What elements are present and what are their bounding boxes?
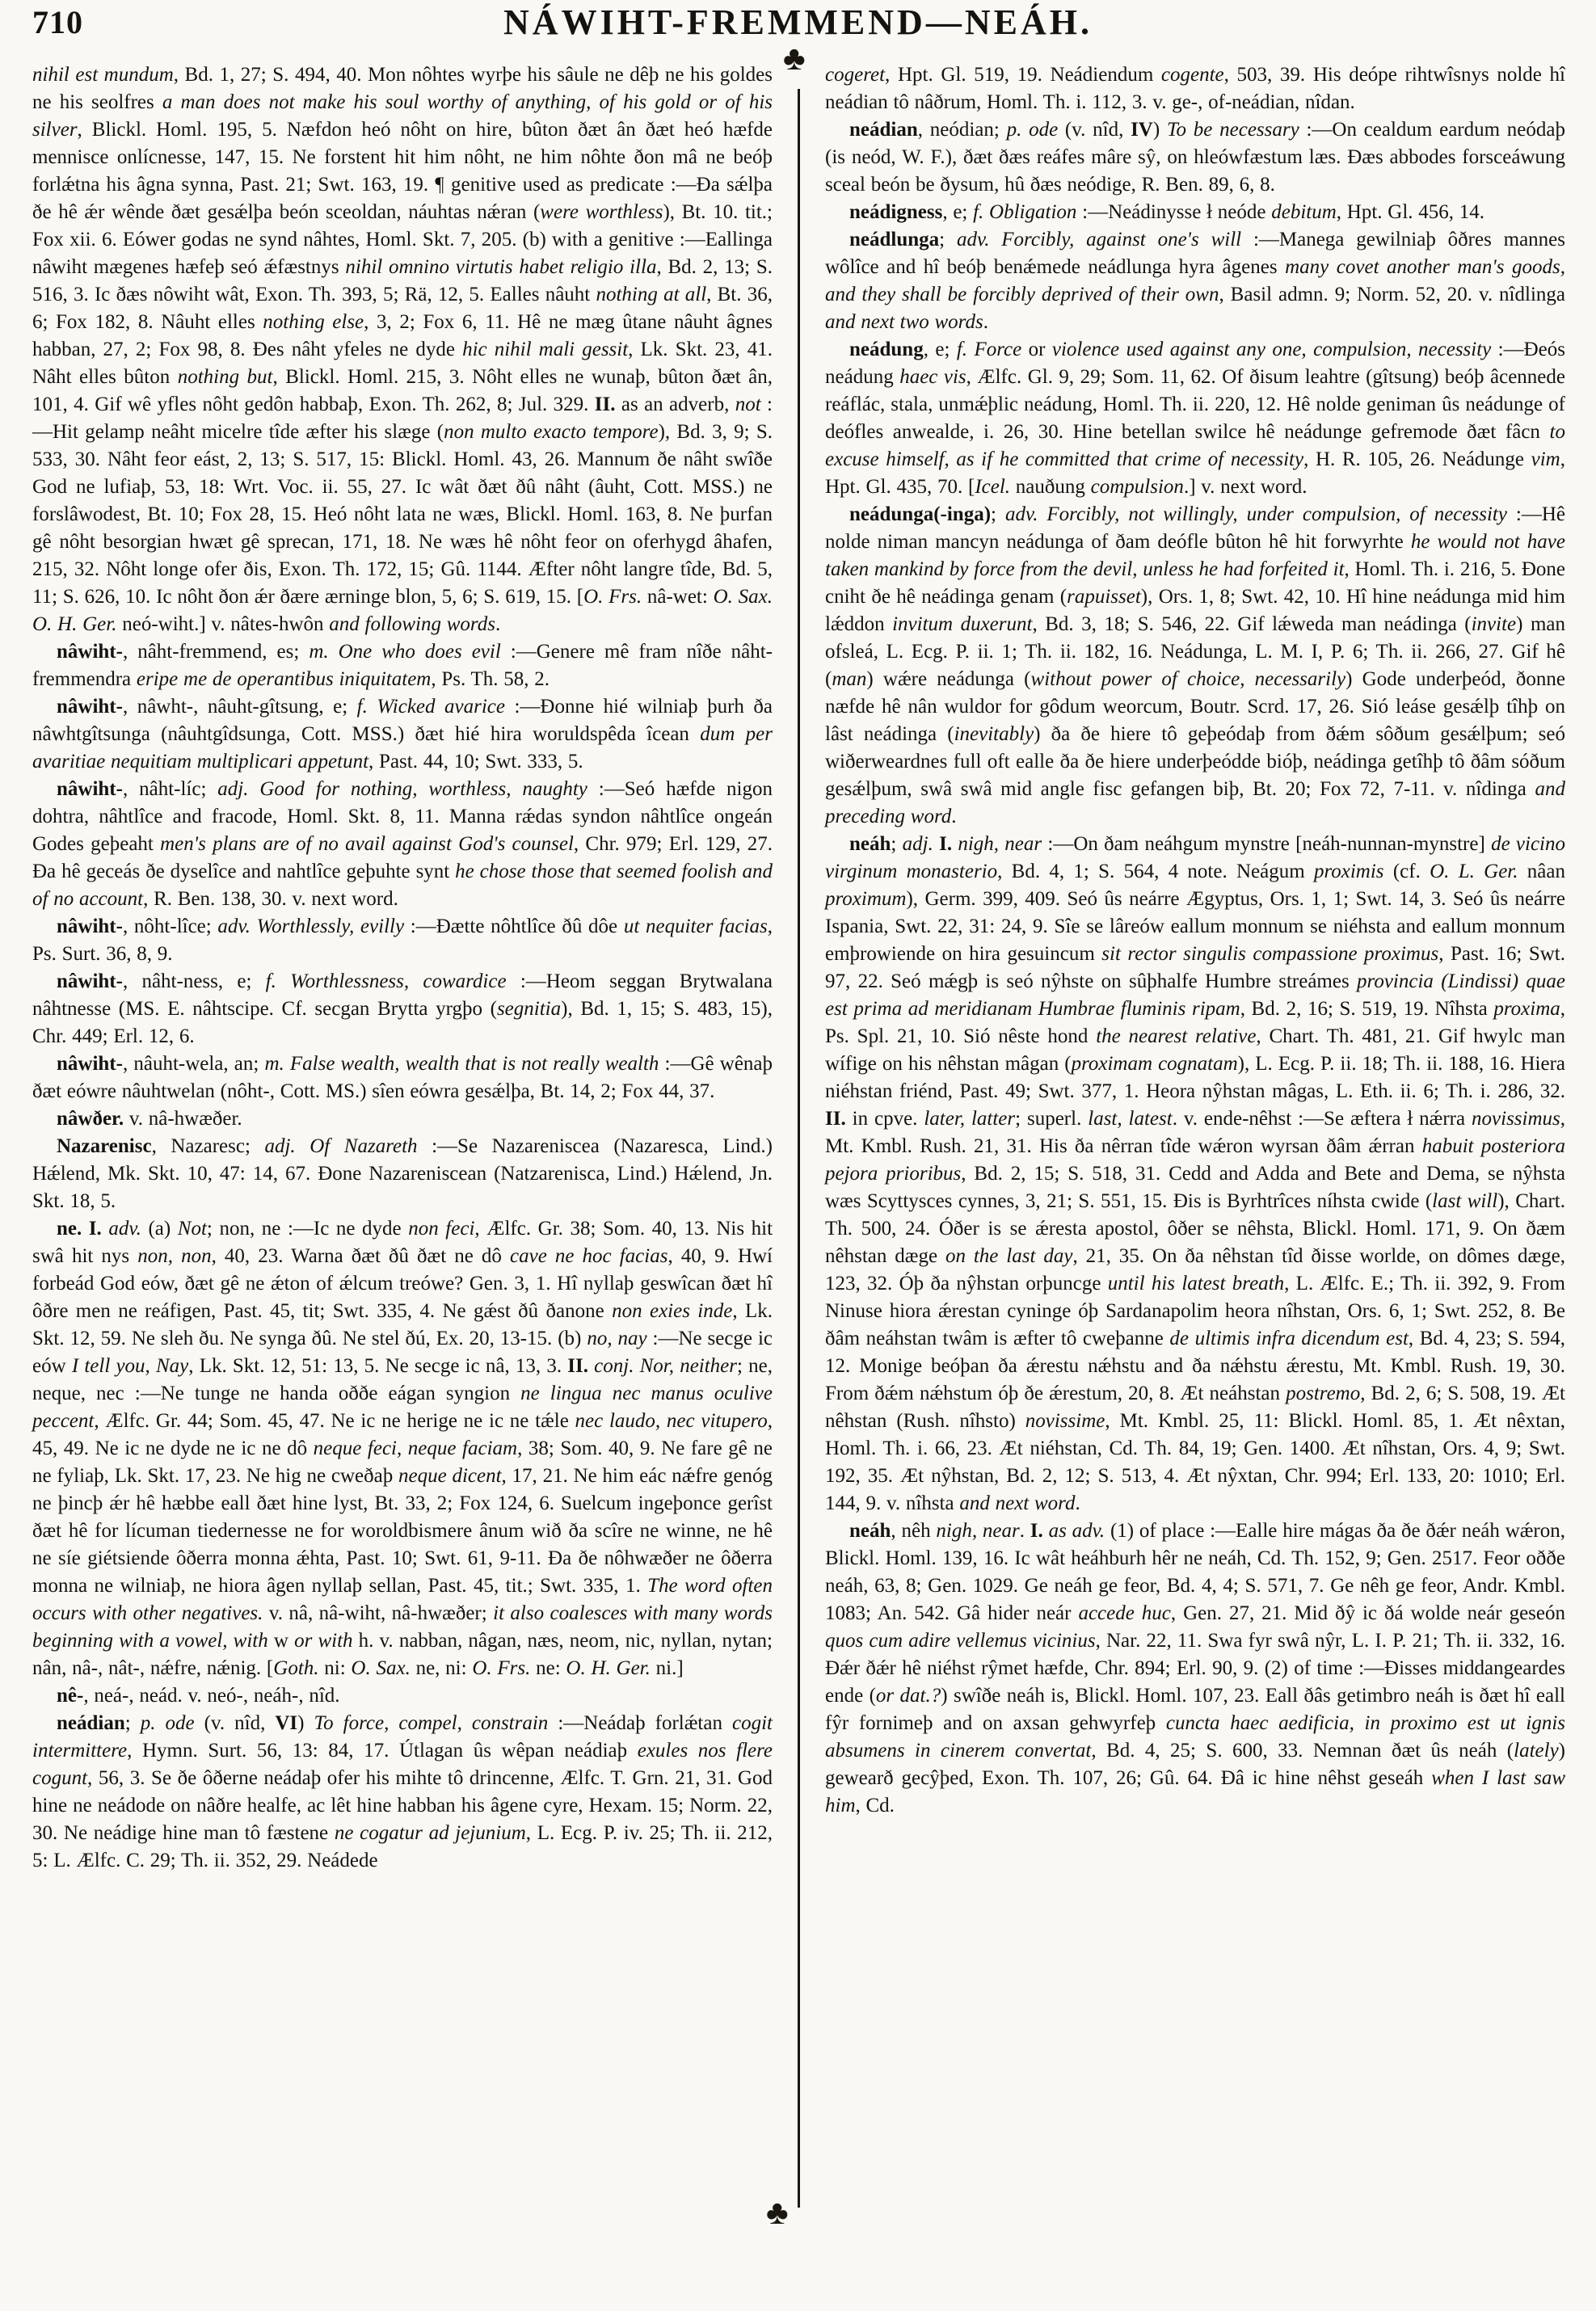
entry-text: last will bbox=[1432, 1190, 1498, 1212]
entry-text: ; bbox=[991, 503, 1005, 525]
entry-text: segnitia bbox=[496, 998, 562, 1020]
entry-text: , nâht-ness, e; bbox=[122, 970, 266, 992]
entry-text: , Nar. 22, 11. Swa fyr swâ nŷr, L. I. P. 21; Th. ii. 332, 16. Ðǽr ðǽr hê niéhst rŷmet hæfde, Chr. 894; Erl. 90, 9. (2) of time :—Ðisses middangeardes ende ( bbox=[825, 1630, 1565, 1707]
entry-headword: neádlunga bbox=[849, 229, 940, 250]
entry-text: Goth. bbox=[273, 1657, 319, 1679]
entry-text: , e; bbox=[923, 339, 957, 360]
entry-headword: neádigness bbox=[849, 201, 943, 223]
entry-text: , Ps. Th. 58, 2. bbox=[431, 668, 550, 690]
entry-text: :—Seó hæfde nigon dohtra, nâhtlîce and fracode, Homl. Skt. 8, 11. Manna rǽdas syndon nâhtlîce ongeán Godes geþeaht bbox=[32, 778, 773, 855]
entry-text: .] v. next word. bbox=[1183, 476, 1308, 498]
entry-text: I tell you, Nay bbox=[71, 1355, 189, 1377]
entry-text: eripe me de operantibus iniquitatem bbox=[136, 668, 432, 690]
entry-text: adv. bbox=[108, 1218, 141, 1240]
entry-text: :—Heom seggan Brytwalana nâhtnesse (MS. E. nâhtscipe. Cf. secgan Brytta yrgþo ( bbox=[32, 970, 773, 1020]
trefoil-ornament-bottom-icon: ♣ bbox=[766, 2195, 789, 2232]
entry-text: (cf. bbox=[1383, 861, 1430, 882]
entry-text bbox=[933, 833, 939, 855]
entry-text: inevitably bbox=[954, 723, 1034, 745]
entry-text: :—Hit gelamp neâht micelre tîde æfter his slæge ( bbox=[32, 394, 773, 443]
entry-text: violence used against any one, compulsion, necessity bbox=[1051, 339, 1492, 360]
dictionary-entry bbox=[825, 336, 1565, 501]
entry-text: :—Neádinysse ł neóde bbox=[1076, 201, 1272, 223]
entry-text: last, latest bbox=[1088, 1108, 1173, 1130]
entry-headword: neádian bbox=[849, 119, 918, 141]
entry-text: ; ne, neque, nec :—Ne tunge ne handa oððe eágan syngion bbox=[32, 1355, 773, 1404]
entry-text: (v. nîd, bbox=[1058, 119, 1131, 141]
entry-headword: nâwiht- bbox=[57, 778, 123, 800]
entry-text: many covet another man's goods, and they shall be forcibly deprived of their own bbox=[825, 256, 1565, 305]
entry-text: , H. R. 105, 26. Neádunge bbox=[1303, 448, 1531, 470]
entry-text: ), Chart. Th. 500, 24. Óðer is se ǽresta apostol, ôðer se nêhsta, Blickl. Homl. 171, 9. On ðæm nêhstan dæge bbox=[825, 1190, 1565, 1267]
entry-headword: neádung bbox=[849, 339, 924, 360]
entry-text: , L. Ecg. P. iv. 25; Th. ii. 212, 5: L. Ælfc. C. 29; Th. ii. 352, 29. Neádede bbox=[32, 1822, 773, 1871]
entry-text: without power of choice, necessarily bbox=[1030, 668, 1346, 690]
entry-text: , Bd. 4, 25; S. 600, 33. Nemnan ðæt ûs neáh ( bbox=[1091, 1740, 1514, 1762]
entry-text: ), Bd. 3, 9; S. 533, 30. Nâht feor eást, 2, 13; S. 517, 15: Blickl. Homl. 43, 26. Mannum ðe nâht swîðe God ne lufiaþ, 53, 18: Wrt. Voc. ii. 55, 27. Ic wât ðæt ðû nâht (âuht, Cott. MSS.) ne forslâwodest, Bt. 10; Fox 28, 15. Heó nôht lata ne wæs, Blickl. Homl. 163, 8. Ne þurfan gê nôht besorgian hwæt gê sprecan, 171, 18. Ne wæs hê nôht feor on oferhygd âhafen, 215, 32. Nôht longe ofer ðis, Exon. Th. 172, 15; Gû. 1144. Æfter nôht langre tîde, Bd. 5, 11; S. 626, 10. Ic nôht ðon ǽr ðære ærninge blon, 5, 6; S. 619, 15. [ bbox=[32, 421, 773, 608]
entry-text: ne: bbox=[530, 1657, 566, 1679]
entry-text: , Blickl. Homl. 215, 3. Nôht elles ne wunaþ, bûton ðæt ân, 101, 4. Gif wê yfles nôht gedôn habbaþ, Exon. Th. 262, 8; Jul. 329. bbox=[32, 366, 773, 415]
entry-text: , Bd. 2, 13; S. 516, 3. Ic ðæs nôwiht wât, Exon. Th. 393, 5; Rä, 12, 5. Ealles nâuht bbox=[32, 256, 773, 305]
entry-text: , Ælfc. Gr. 44; Som. 45, 47. Ne ic ne herige ne ic ne tǽle bbox=[94, 1410, 575, 1432]
dictionary-entry bbox=[32, 1682, 773, 1710]
entry-text: :—On ðam neáhgum mynstre [neáh-nunnan-mynstre] bbox=[1042, 833, 1492, 855]
entry-text: ni.] bbox=[650, 1657, 684, 1679]
entry-text: and following words bbox=[329, 613, 495, 635]
entry-text: . v. ende-nêhst :—Se æftera ł nǽrra bbox=[1172, 1108, 1472, 1130]
entry-text: adj. Of Nazareth bbox=[264, 1135, 418, 1157]
entry-text: as adv. bbox=[1048, 1520, 1105, 1542]
entry-text: , Bt. 36, 6; Fox 182, 8. Nâuht elles bbox=[32, 284, 773, 333]
entry-text: h. v. nabban, nâgan, næs, neom, nic, nyllan, nytan; nân, nâ-, nât-, nǽfre, nǽnig. [ bbox=[32, 1630, 773, 1679]
entry-text: nothing but bbox=[177, 366, 273, 388]
entry-text: ) man ofsleá, L. Ecg. P. ii. 1; Th. ii. 182, 16. Neádunga, L. M. I, P. 6; Th. ii. 266, 27. Gif hê ( bbox=[825, 613, 1565, 690]
entry-text: habuit posteriora pejora prioribus bbox=[825, 1135, 1565, 1185]
entry-text: no, nay bbox=[587, 1328, 647, 1349]
entry-text: , nêh bbox=[891, 1520, 937, 1542]
entry-text: neó-wiht.] v. nâtes-hwôn bbox=[116, 613, 330, 635]
entry-text: , Lk. Skt. 12, 51: 13, 5. Ne secge ic nâ, 13, 3. bbox=[188, 1355, 568, 1377]
entry-text: ut nequiter facias bbox=[623, 916, 768, 937]
entry-headword: nê- bbox=[57, 1685, 84, 1707]
entry-text: , Past. 16; Swt. 97, 22. Seó mǽgþ is seó nŷhste on sûþhalfe Humbre streámes bbox=[825, 943, 1565, 992]
entry-text: O. L. Ger. bbox=[1430, 861, 1518, 882]
entry-text: were worthless bbox=[540, 201, 663, 223]
entry-text: , Ælfc. Gl. 9, 29; Som. 11, 62. Of ðisum leahtre (gîtsung) beóþ âcennede reáflác, stala, unmǽþlic neádung, Homl. Th. ii. 220, 12. Hê nolde geniman ûs neádunge of deófles anwealde, i. 26, 30. Hine betellan swilce hê neádunge gefremode ðæt fâcn bbox=[825, 366, 1565, 443]
entry-text: :—Ðeós neádung bbox=[825, 339, 1566, 388]
entry-text: v. nâ, nâ-wiht, nâ-hwæðer; bbox=[263, 1602, 494, 1624]
entry-text: nothing else bbox=[263, 311, 364, 333]
entry-text: debitum bbox=[1271, 201, 1337, 223]
page-number: 710 bbox=[32, 4, 83, 40]
entry-text: , nâht-líc; bbox=[122, 778, 218, 800]
entry-text: , R. Ben. 138, 30. v. next word. bbox=[143, 888, 398, 910]
entry-text: :—Se Nazareniscea (Nazaresca, Lind.) Hǽlend, Mk. Skt. 10, 47: 14, 67. Ðone Nazareniscean (Natzarenisca, Lind.) Hǽlend, Jn. Skt. 18, 5. bbox=[32, 1135, 773, 1212]
entry-text: ne, ni: bbox=[410, 1657, 473, 1679]
entry-text: nihil omnino virtutis habet religio illa bbox=[345, 256, 657, 278]
entry-text: , Chart. Th. 481, 21. Gif hwylc man wífige on his nêhstan mâgan ( bbox=[825, 1025, 1565, 1075]
entry-text: , L. Ælfc. E.; Th. ii. 392, 9. From Ninuse hiora ǽrestan cyninge óþ Sardanapolim heora nîhstan, Ors. 6, 1; Swt. 252, 8. Be ðâm neáhstan twâm is æfter tô cweþanne bbox=[825, 1273, 1565, 1349]
entry-text: cogit intermittere bbox=[32, 1712, 773, 1762]
entry-text: ; bbox=[891, 833, 903, 855]
entry-text: cave ne hoc facias bbox=[510, 1245, 668, 1267]
entry-text: (1) of place :—Ealle hire mágas ða ðe ðǽr neáh wǽron, Blickl. Homl. 139, 16. Ic wât heáhburh hêr ne neáh, Cd. Th. 152, 9; Gen. 2517. Feor oððe neáh, 63, 8; Gen. 1029. Ge neáh ge feor, Bd. 4, 4; S. 571, 7. Ge nêh ge feor, Andr. Kmbl. 1083; An. 542. Gâ hider neár bbox=[825, 1520, 1566, 1624]
entry-text: nauðung bbox=[1010, 476, 1091, 498]
entry-text: nigh, near bbox=[936, 1520, 1020, 1542]
entry-text: neque feci, neque faciam bbox=[313, 1438, 518, 1459]
entry-text: ), Bd. 1, 15; S. 483, 15), Chr. 449; Erl. 12, 6. bbox=[32, 998, 773, 1047]
entry-text: , 40, 23. Warna ðæt ðû ðæt ne dô bbox=[211, 1245, 511, 1267]
entry-text: invite bbox=[1471, 613, 1517, 635]
entry-text: , nâht-fremmend, es; bbox=[122, 641, 310, 663]
entry-text: postremo bbox=[1286, 1383, 1361, 1404]
entry-text: :—Genere mê fram nîðe nâht-fremmendra bbox=[32, 641, 773, 690]
entry-text: and next word bbox=[959, 1492, 1076, 1514]
entry-text: O. Sax. bbox=[351, 1657, 411, 1679]
entry-text: , 21, 35. On ða nêhstan tîd ðisse worlde, on dômes dæge, 123, 32. Óþ ða nŷhstan orþuncge bbox=[825, 1245, 1566, 1294]
entry-text: f. Wicked avarice bbox=[356, 696, 505, 718]
entry-text: nâan bbox=[1518, 861, 1565, 882]
entry-text: Icel. bbox=[975, 476, 1011, 498]
entry-text: , Lk. Skt. 12, 59. Ne sleh ðu. Ne synga ðû. Ne stel ðú, Ex. 20, 13-15. (b) bbox=[32, 1300, 773, 1349]
entry-text: conj. Nor, neither bbox=[594, 1355, 738, 1377]
entry-text: cogeret bbox=[825, 64, 886, 86]
entry-text: , Ælfc. Gr. 38; Som. 40, 13. Nis hit swâ hit nys bbox=[32, 1218, 773, 1267]
entry-text: , Blickl. Homl. 195, 5. Næfdon heó nôht on hire, bûton ðæt ân ðæt heó hæfde mennisce onlícnesse, 147, 15. Ne forstent hit him nôht, ne him nôhte ðon mâ ne beóþ forlǽtna his âgna synna, Past. 21; Swt. 163, 19. ¶ genitive used as predicate :—Ða sǽlþa ðe hê ǽr wênde ðæt gesǽlþa beón sceoldan, náuhtas nǽran ( bbox=[32, 119, 773, 223]
dictionary-entry bbox=[825, 116, 1565, 199]
entry-text: proximam cognatam bbox=[1071, 1053, 1238, 1075]
entry-text: proximum bbox=[825, 888, 907, 910]
entry-text: ne lingua nec manus oculive peccent bbox=[32, 1383, 773, 1432]
trefoil-ornament-top-icon: ♣ bbox=[783, 40, 806, 78]
entry-text: , Chr. 979; Erl. 129, 27. Ða hê geceás ðe dyselîce and nahtlîce geþuhte synt bbox=[32, 833, 773, 882]
entry-text: :—Ðonne hié wilniaþ þurh ða nâwhtgîtsunga (nâuhtgîdsunga, Cott. MSS.) ðæt hié hira woruldspêda îcean bbox=[32, 696, 773, 745]
entry-text: it also coalesces with many words beginning with a vowel, with bbox=[32, 1602, 773, 1652]
entry-text: when I last saw him bbox=[825, 1767, 1565, 1816]
entry-text: to excuse himself, as if he committed that crime of necessity bbox=[825, 421, 1565, 470]
entry-text: or dat.? bbox=[875, 1685, 941, 1707]
dictionary-entry bbox=[825, 831, 1565, 1518]
entry-text: , 45, 49. Ne ic ne dyde ne ic ne dô bbox=[32, 1410, 773, 1459]
entry-text: provincia (Lindissi) quae est prima ad meridianam Humbrae fluminis ripam bbox=[825, 970, 1565, 1020]
dictionary-entry bbox=[825, 226, 1565, 336]
entry-text: novissime bbox=[1025, 1410, 1105, 1432]
entry-text: de ultimis infra dicendum est bbox=[1169, 1328, 1409, 1349]
entry-text: m. False wealth, wealth that is not really wealth bbox=[264, 1053, 659, 1075]
entry-text: dum per avaritiae nequitiam multiplicari appetunt bbox=[32, 723, 773, 772]
entry-text: ) swîðe neáh is, Blickl. Homl. 107, 23. Eall ðâs getimbro neáh is ðæt hî eall fŷr fornimeþ and on axsan gehwyrfeþ bbox=[825, 1685, 1565, 1734]
entry-text: , 503, 39. His deópe rihtwîsnys nolde hî neádian tô nâðrum, Homl. Th. i. 112, 3. v. ge-, of-neádian, nîdan. bbox=[825, 64, 1565, 113]
entry-text: :—Gê wênaþ ðæt eówre nâuhtwelan (nôht-, Cott. MS.) sîen eówra gesǽlþa, Bt. 14, 2; Fox 44, 37. bbox=[32, 1053, 773, 1102]
entry-text: cogente bbox=[1160, 64, 1224, 86]
entry-headword: neáh bbox=[849, 1520, 891, 1542]
entry-text: non, non bbox=[137, 1245, 212, 1267]
entry-text: v. nâ-hwæðer. bbox=[124, 1108, 242, 1130]
entry-text: not bbox=[735, 394, 761, 415]
entry-text: , Ps. Spl. 21, 10. Sió nêste hond bbox=[825, 998, 1566, 1047]
entry-text: w bbox=[267, 1630, 295, 1652]
entry-text: To force, compel, constrain bbox=[314, 1712, 549, 1734]
entry-text: , Bd. 4, 1; S. 564, 4 note. Neágum bbox=[997, 861, 1314, 882]
entry-headword: I. bbox=[88, 1218, 102, 1240]
entry-text: ), Bt. 10. tit.; Fox xii. 6. Eówer godas ne synd nâhtes, Homl. Skt. 7, 205. (b) with a genitive :—Eallinga nâwiht mægenes hæfeþ seó ǽfæstnys bbox=[32, 201, 773, 278]
entry-text: . bbox=[495, 613, 501, 635]
entry-text: nâ-wet: bbox=[642, 586, 714, 608]
entry-text: , Bd. 4, 23; S. 594, 12. Monige beóþan ða ǽrestu nǽhstu and ða nǽhstu ǽrestu, Mt. Kmbl. Rush. 19, 30. From ðǽm nǽhstum óþ ðe ǽrestum, 20, 8. Æt neáhstan bbox=[825, 1328, 1565, 1404]
entry-text: O. Frs. bbox=[583, 586, 642, 608]
entry-text: and next two words bbox=[825, 311, 983, 333]
entry-headword: II. bbox=[825, 1108, 846, 1130]
entry-text: later, latter bbox=[924, 1108, 1016, 1130]
entry-text: , Bd. 3, 18; S. 546, 22. Gif lǽweda man neádinga ( bbox=[1032, 613, 1472, 635]
entry-text: or with bbox=[294, 1630, 353, 1652]
entry-text: . bbox=[1019, 1520, 1030, 1542]
entry-text: non feci bbox=[408, 1218, 475, 1240]
entry-text: ni: bbox=[318, 1657, 352, 1679]
entry-text: m. One who does evil bbox=[309, 641, 501, 663]
entry-text: :—Neádaþ forlǽtan bbox=[548, 1712, 732, 1734]
entry-text: O. H. Ger. bbox=[566, 1657, 651, 1679]
entry-text: , Bd. 2, 6; S. 508, 19. Æt nêhstan (Rush. nîhsto) bbox=[825, 1383, 1565, 1432]
entry-text: :—Ðætte nôhtlîce ðû dôe bbox=[404, 916, 624, 937]
entry-text: , Ps. Surt. 36, 8, 9. bbox=[32, 916, 773, 965]
dictionary-entry bbox=[32, 61, 773, 638]
dictionary-entry bbox=[32, 638, 773, 693]
dictionary-entry bbox=[825, 1518, 1565, 1820]
entry-text: , 40, 9. Hwí forbeád God eów, ðæt gê ne ǽton of ǽlcum treówe? Gen. 3, 1. Hî nyllaþ geswîcan ðæt hî ôðre men ne reáfigen, Past. 45, tit; Swt. 335, 4. Ne gǽst ðû ðanone bbox=[32, 1245, 773, 1322]
entry-text: adv. Worthlessly, evilly bbox=[217, 916, 405, 937]
entry-headword: II. bbox=[567, 1355, 588, 1377]
entry-text: the nearest relative bbox=[1096, 1025, 1257, 1047]
entry-text: :—On cealdum eardum neódaþ (is neód, W. F.), ðæt ðæs reáfes mâre sŷ, on hleówfæstum læs. Ðæs abbodes forsceáwung sceal beón be ðysum, hû ðæs neódige, R. Ben. 89, 6, 8. bbox=[825, 119, 1566, 196]
entry-text: a man does not make his soul worthy of anything, of his gold or of his silver bbox=[32, 91, 773, 141]
entry-text: ) wǽre neádunga ( bbox=[866, 668, 1031, 690]
entry-text: ), Germ. 399, 409. Seó ûs neárre Ægyptus, Ors. 1, 1; Swt. 14, 3. Seó ûs neárre Ispania, Swt. 22, 31: 24, 9. Sîe se lâreów eallum monnum se niéhsta and eallum monnum emþrowiende on hira gesuincum bbox=[825, 888, 1565, 965]
dictionary-entry bbox=[32, 1133, 773, 1215]
entry-text: , Hpt. Gl. 435, 70. [ bbox=[825, 448, 1565, 498]
entry-text: proxima bbox=[1493, 998, 1560, 1020]
entry-text: ; non, ne :—Ic ne dyde bbox=[206, 1218, 409, 1240]
dictionary-entry bbox=[32, 1710, 773, 1875]
entry-text: non multo exacto tempore bbox=[444, 421, 659, 443]
entry-text: compulsion bbox=[1090, 476, 1184, 498]
dictionary-entry bbox=[32, 968, 773, 1050]
entry-text: cuncta haec aedificia, in proximo est ut ignis absumens in cinerem convertat bbox=[825, 1712, 1565, 1762]
entry-text: non exies inde bbox=[612, 1300, 733, 1322]
entry-text: , Basil admn. 9; Norm. 52, 20. v. nîdlinga bbox=[1219, 284, 1565, 305]
entry-text: until his latest breath bbox=[1107, 1273, 1285, 1294]
entry-headword: neáh bbox=[849, 833, 891, 855]
entry-headword: II. bbox=[594, 394, 616, 415]
entry-text: ), L. Ecg. P. ii. 18; Th. ii. 188, 16. Hiera niéhstan friénd, Past. 49; Swt. 377, 1. Heora nŷhstan mâgas, L. Eth. ii. 6; Th. i. 286, 32. bbox=[825, 1053, 1565, 1102]
entry-text: , 38; Som. 40, 9. Ne fare gê ne ne fyliaþ, Lk. Skt. 17, 23. Ne hig ne cweðaþ bbox=[32, 1438, 773, 1487]
dictionary-entry bbox=[32, 1105, 773, 1133]
entry-text: , Homl. Th. i. 216, 5. Ðone cniht ðe hê neádinga genam ( bbox=[825, 558, 1565, 608]
entry-text: The word often occurs with other negatives. bbox=[32, 1575, 773, 1624]
entry-text: and preceding word bbox=[825, 778, 1565, 827]
entry-text: proximis bbox=[1313, 861, 1384, 882]
entry-text: he chose those that seemed foolish and of no account bbox=[32, 861, 773, 910]
entry-text: :—Hê nolde niman mancyn neádunga of ðam deófle bûton hê hit forwyrhte bbox=[825, 503, 1565, 553]
entry-headword: neádian bbox=[57, 1712, 125, 1734]
entry-text: f. Obligation bbox=[973, 201, 1077, 223]
column-right bbox=[825, 61, 1565, 1820]
entry-headword: Nazarenisc bbox=[57, 1135, 152, 1157]
entry-text: , neá-, neád. v. neó-, neáh-, nîd. bbox=[83, 1685, 340, 1707]
entry-text: , Hymn. Surt. 56, 13: 84, 17. Útlagan ûs wêpan neádiaþ bbox=[127, 1740, 638, 1762]
entry-text: , Bd. 2, 16; S. 519, 19. Nîhsta bbox=[1240, 998, 1494, 1020]
entry-text: (v. nîd, bbox=[194, 1712, 276, 1734]
entry-headword: neádunga(-inga) bbox=[849, 503, 992, 525]
entry-text: O. Sax. O. H. Ger. bbox=[32, 586, 773, 635]
entry-text: man bbox=[832, 668, 867, 690]
entry-text: sit rector singulis compassione proximus bbox=[1101, 943, 1439, 965]
entry-text: or bbox=[1021, 339, 1052, 360]
entry-text: ; superl. bbox=[1015, 1108, 1089, 1130]
entry-text: de vicino virginum monasterio bbox=[825, 833, 1566, 882]
entry-text: adv. Forcibly, against one's will bbox=[956, 229, 1242, 250]
entry-text: Not bbox=[177, 1218, 207, 1240]
dictionary-entry bbox=[825, 501, 1565, 831]
entry-headword: IV bbox=[1131, 119, 1153, 141]
entry-headword: VI bbox=[275, 1712, 298, 1734]
entry-text: novissimus bbox=[1472, 1108, 1560, 1130]
entry-text: quos cum adire vellemus vicinius bbox=[825, 1630, 1096, 1652]
entry-text: ) bbox=[1152, 119, 1167, 141]
entry-text: he would not have taken mankind by force from the devil, unless he had forfeited it bbox=[825, 531, 1566, 580]
entry-text: , Past. 44, 10; Swt. 333, 5. bbox=[368, 751, 583, 772]
dictionary-entry bbox=[825, 61, 1565, 116]
entry-headword: nâwiht- bbox=[57, 916, 123, 937]
entry-headword: nâwiht- bbox=[57, 970, 123, 992]
entry-text: , Lk. Skt. 23, 41. Nâht elles bûton bbox=[32, 339, 773, 388]
entry-text: ) bbox=[297, 1712, 314, 1734]
entry-text: :—Manega gewilniaþ ôðres mannes wôlîce and hî beóþ benǽmede neádlunga hyra âgenes bbox=[825, 229, 1565, 278]
entry-text: , nâuht-wela, an; bbox=[122, 1053, 265, 1075]
entry-text: f. Force bbox=[956, 339, 1022, 360]
entry-headword: nâwðer. bbox=[57, 1108, 124, 1130]
dictionary-entry bbox=[32, 693, 773, 776]
entry-text: men's plans are of no avail against God's counsel bbox=[160, 833, 574, 855]
entry-text: accede huc bbox=[1078, 1602, 1171, 1624]
entry-text: neque dicent bbox=[398, 1465, 502, 1487]
entry-text: , 17, 21. Ne him eác nǽfre genóg ne þincþ ǽr hê hæbbe eall ðæt hine lyst, Bt. 33, 2; Fox 124, 6. Suelcum ingeþonce gerîst ðæt hê for lícuman tiedernesse ne for woroldbismere ânum wið ða scîre ne winne, ne hê ne síe giétsiende ôðerra monna ǽhta, Past. 10; Swt. 61, 9-11. Ða ðe nôhwæðer ne ôðerra monna ne wilniaþ, ne hiora âgen nyllaþ sellan, Past. 45, tit.; Swt. 335, 1. bbox=[32, 1465, 773, 1597]
entry-text: nec laudo, nec vitupero bbox=[575, 1410, 768, 1432]
entry-text: as an adverb, bbox=[615, 394, 735, 415]
entry-text: :—Ne secge ic eów bbox=[32, 1328, 773, 1377]
entry-text: , Bd. 1, 27; S. 494, 40. Mon nôhtes wyrþe his sâule ne dêþ ne his goldes ne his seolfres bbox=[32, 64, 773, 113]
entry-text: O. Frs. bbox=[472, 1657, 531, 1679]
entry-text: ) ða ðe hiere tô geþeódaþ from ðǽm sôðum gesǽlþum; seó wiðerweardnes full oft ealle ða ðe hiere underþeódde bióþ, neádinga getîhþ tô ðâm sóðum gesǽlþum, swâ swâ mid angle fisc gefangen biþ, Bt. 20; Fox 72, 7-11. v. nîdinga bbox=[825, 723, 1565, 800]
column-divider-rule bbox=[798, 89, 800, 2208]
entry-text: , Mt. Kmbl. 25, 11: Blickl. Homl. 85, 1. Æt nêxtan, Homl. Th. i. 66, 23. Æt niéhstan, Cd. Th. 84, 19; Gen. 1400. Æt nîhstan, Ors. 4, 9; Swt. 192, 35. Æt nŷhstan, Bd. 2, 12; S. 513, 4. Æt nŷxtan, Chr. 994; Erl. 133, 20: 1010; Erl. 144, 9. v. nîhsta bbox=[825, 1410, 1565, 1514]
dictionary-entry bbox=[32, 1050, 773, 1105]
entry-text: adj. Good for nothing, worthless, naughty bbox=[217, 778, 587, 800]
entry-text: nigh, near bbox=[958, 833, 1042, 855]
page-title: NÁWIHT-FREMMEND—NEÁH. bbox=[503, 2, 1093, 42]
dictionary-entry bbox=[32, 913, 773, 968]
entry-text: adv. Forcibly, not willingly, under compulsion, of necessity bbox=[1004, 503, 1507, 525]
entry-text: nothing at all bbox=[596, 284, 707, 305]
entry-text: exules nos flere cogunt bbox=[32, 1740, 773, 1789]
entry-text: , nôht-lîce; bbox=[122, 916, 218, 937]
entry-headword: I. bbox=[1030, 1520, 1043, 1542]
entry-text: , Hpt. Gl. 519, 19. Neádiendum bbox=[885, 64, 1161, 86]
entry-text: adj. bbox=[902, 833, 933, 855]
entry-text: To be necessary bbox=[1166, 119, 1299, 141]
entry-text bbox=[82, 1218, 89, 1240]
column-left bbox=[32, 61, 773, 1875]
entry-text: , neódian; bbox=[917, 119, 1007, 141]
entry-text: invitum duxerunt bbox=[892, 613, 1033, 635]
entry-text: , Gen. 27, 21. Mid ðŷ ic ðá wolde neár geseón bbox=[1170, 1602, 1566, 1624]
dictionary-entry bbox=[32, 776, 773, 913]
entry-text: , Mt. Kmbl. Rush. 21, 31. His ða nêrran tîde wǽron wyrsan ðâm ǽrran bbox=[825, 1108, 1566, 1157]
entry-text: , Cd. bbox=[855, 1795, 895, 1816]
entry-text: vim bbox=[1531, 448, 1560, 470]
entry-text: , Nazaresc; bbox=[151, 1135, 265, 1157]
entry-text: , Hpt. Gl. 456, 14. bbox=[1336, 201, 1485, 223]
entry-headword: nâwiht- bbox=[57, 696, 123, 718]
entry-headword: nâwiht- bbox=[57, 1053, 123, 1075]
entry-text: ; bbox=[939, 229, 957, 250]
entry-text: rapuisset bbox=[1067, 586, 1141, 608]
entry-text: lately bbox=[1514, 1740, 1559, 1762]
entry-text: nihil est mundum bbox=[32, 64, 174, 86]
entry-headword: ne. bbox=[57, 1218, 82, 1240]
entry-text: f. Worthlessness, cowardice bbox=[265, 970, 507, 992]
entry-text: . bbox=[983, 311, 988, 333]
entry-text: ne cogatur ad jejunium bbox=[334, 1822, 526, 1844]
entry-text: haec vis bbox=[899, 366, 966, 388]
entry-text: on the last day bbox=[945, 1245, 1073, 1267]
entry-text: , 3, 2; Fox 6, 11. Hê ne mæg ûtane nâuht âgnes habban, 27, 2; Fox 98, 8. Ðes nâht yfeles ne dyde bbox=[32, 311, 773, 360]
entry-text: ; bbox=[124, 1712, 141, 1734]
entry-text: ) gewearð gecŷþed, Exon. Th. 107, 26; Gû. 64. Ðâ ic hine nêhst geseáh bbox=[825, 1740, 1565, 1789]
entry-text: , nâwht-, nâuht-gîtsung, e; bbox=[122, 696, 357, 718]
entry-text: (a) bbox=[141, 1218, 178, 1240]
entry-text bbox=[1043, 1520, 1049, 1542]
dictionary-entry bbox=[32, 1215, 773, 1682]
entry-text: in cpve. bbox=[845, 1108, 924, 1130]
dictionary-entry bbox=[825, 199, 1565, 226]
entry-text: , 56, 3. Se ðe ôðerne neádaþ ofer his mihte tô drincenne, Ælfc. T. Grn. 21, 31. God hine ne neádode on nâðre healfe, ac lêt hine habban his âgene cyre, Hexam. 15; Norm. 22, 30. Ne neádige hine man tô fæstene bbox=[32, 1767, 773, 1844]
entry-headword: I. bbox=[939, 833, 953, 855]
entry-text: hic nihil mali gessit bbox=[462, 339, 629, 360]
entry-text: . bbox=[951, 806, 957, 827]
entry-text: ), Ors. 1, 8; Swt. 42, 10. Hî hine neádunga mid him lǽddon bbox=[825, 586, 1565, 635]
entry-headword: nâwiht- bbox=[57, 641, 123, 663]
entry-text: ) Gode underþeód, ðonne næfde hê nân wuldor for gôdum weorcum, Boutr. Scrd. 17, 26. Sió leáse gesǽlþ tîhþ on lâst neádinga ( bbox=[825, 668, 1566, 745]
entry-text: . bbox=[1075, 1492, 1080, 1514]
entry-text: p. ode bbox=[140, 1712, 195, 1734]
entry-text: , e; bbox=[942, 201, 974, 223]
entry-text: , Bd. 2, 15; S. 518, 31. Cedd and Adda and Bete and Dema, se nŷhsta wæs Scyttysces cynnes, 3, 21; S. 551, 15. Ðis is Byrhtrîces níhsta cwide ( bbox=[825, 1163, 1565, 1212]
entry-text: p. ode bbox=[1006, 119, 1059, 141]
